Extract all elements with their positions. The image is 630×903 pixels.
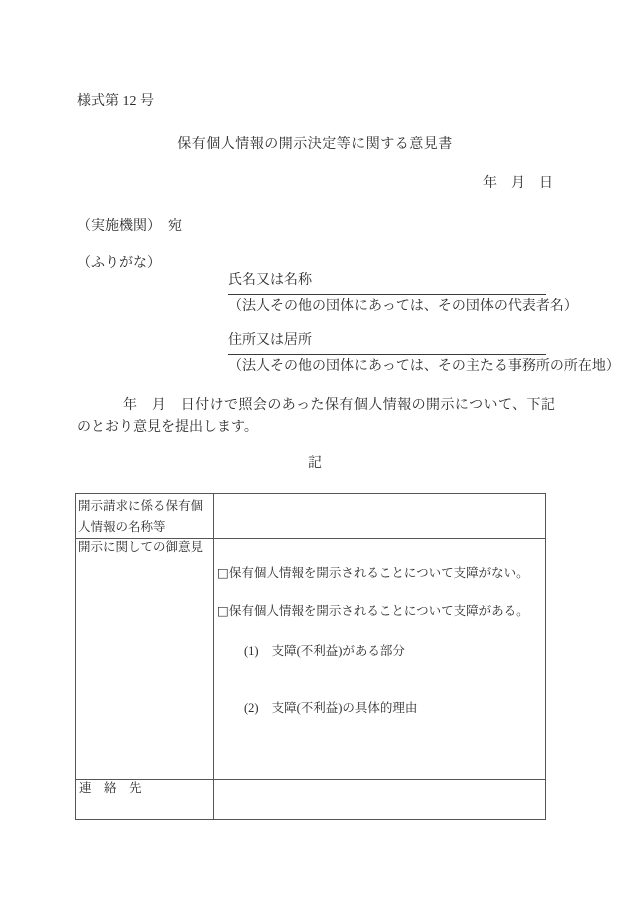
- opinion-option-text: 保有個人情報を開示されることについて支障がない。: [228, 566, 529, 580]
- request-name-content-cell: [214, 494, 546, 539]
- contact-label: 連 絡 先: [79, 781, 142, 795]
- address-field-note: （法人その他の団体にあっては、その主たる事務所の所在地）: [228, 359, 620, 374]
- subitem-number: (2): [244, 701, 259, 715]
- table-row-contact: [76, 780, 546, 820]
- address-field-label: 住所又は居所: [228, 333, 312, 348]
- page-title: 保有個人情報の開示決定等に関する意見書: [177, 137, 453, 152]
- subitem-text: 支障(不利益)がある部分: [271, 644, 405, 658]
- name-field-label: 氏名又は名称: [228, 273, 312, 288]
- date-line: 年 月 日: [483, 176, 553, 191]
- furigana-label: （ふりがな）: [77, 256, 161, 271]
- checkbox-icon[interactable]: □: [217, 565, 229, 580]
- opinion-subitem-2: [244, 698, 545, 718]
- record-marker: 記: [308, 456, 322, 471]
- opinion-table: [75, 493, 546, 820]
- subitem-number: (1): [244, 644, 259, 658]
- form-number: 様式第 12 号: [77, 94, 154, 109]
- opinion-label: 開示に関しての御意見: [78, 540, 204, 554]
- contact-label-cell: [76, 780, 214, 820]
- opinion-option-problem: [217, 601, 545, 621]
- name-field-note: （法人その他の団体にあっては、その団体の代表者名）: [228, 299, 578, 314]
- opinion-option-text: 保有個人情報を開示されることについて支障がある。: [228, 604, 529, 618]
- contact-content-cell: [214, 780, 546, 820]
- request-name-label-cell: [76, 494, 214, 539]
- opinion-content-cell: [214, 539, 546, 780]
- request-name-label: 開示請求に係る保有個人情報の名称等: [78, 499, 204, 534]
- table-row-opinion: [76, 539, 546, 780]
- body-paragraph: 年 月 日付けで照会のあった保有個人情報の開示について、下記のとおり意見を提出します。: [77, 398, 555, 435]
- opinion-label-cell: [76, 539, 214, 780]
- name-fill-line[interactable]: [228, 272, 546, 295]
- addressee-line: （実施機関） 宛: [77, 219, 182, 234]
- table-row-request-name: [76, 494, 546, 539]
- checkbox-icon[interactable]: □: [217, 603, 229, 618]
- address-fill-line[interactable]: [228, 332, 546, 355]
- opinion-option-no-problem: [217, 563, 545, 583]
- opinion-subitem-1: [244, 641, 545, 661]
- subitem-text: 支障(不利益)の具体的理由: [271, 701, 418, 715]
